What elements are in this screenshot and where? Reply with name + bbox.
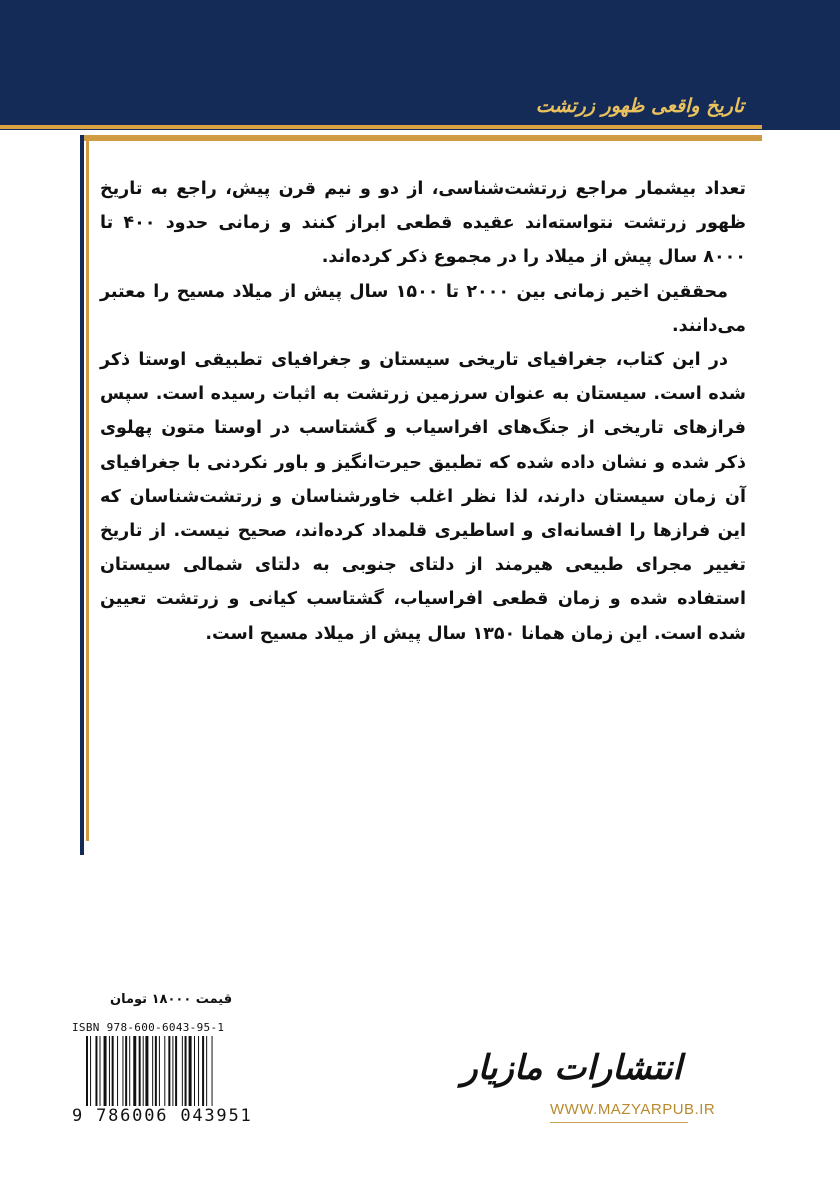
barcode-bar [86,1036,88,1106]
blurb-text [100,172,746,651]
barcode-bar [155,1036,157,1106]
barcode-bar [143,1036,144,1106]
barcode-bar [159,1036,160,1106]
publisher-url-rule [550,1122,688,1123]
barcode-bar [175,1036,177,1106]
barcode-bar [95,1036,97,1106]
publisher-logo: انتشارات مازیار [461,1048,682,1088]
barcode-bar [129,1036,130,1106]
barcode-icon [86,1036,252,1106]
price-label: قیمت ۱۸۰۰۰ تومان [110,992,233,1007]
barcode-digits: 9 786006 043951 [72,1106,253,1126]
book-title: تاریخ واقعی ظهور زرتشت [535,95,744,117]
barcode-bar [185,1036,187,1106]
frame-left-border [80,135,84,855]
barcode-bar [194,1036,195,1106]
paragraph-3: در این کتاب، جغرافیای تاریخی سیستان و جغرافیای تطبیقی اوستا ذکر شده است. سیستان به عنوان سرزمین زرتشت به اثبات رسیده است. سپس فرازهای تاریخی از جنگ‌های افراسیاب و گشتاسب در اوستا متون پهلوی ذکر شده و نشان داده شده که تطبیق حیرت‌انگیز و باور نکردنی با جغرافیای آن زمان سیستان دارند، لذا نظر اغلب خاورشناسان و زرتشت‌شناسان که این فرازها را افسانه‌ای و اساطیری قلمداد کرده‌اند، صحیح نیست. از تاریخ تغییر مجرای طبیعی هیرمند از دلتای جنوبی به دلتای شمالی سیستان استفاده شده و زمان قطعی افراسیاب، گشتاسب کیانی و زرتشت تعیین شده است. این زمان همانا ۱۳۵۰ سال پیش از میلاد مسیح است. [100,350,746,644]
barcode-bar [212,1036,213,1106]
barcode-bar [133,1036,136,1106]
barcode-bar [104,1036,107,1106]
barcode-bar [198,1036,199,1106]
barcode-bar [202,1036,204,1106]
barcode-bar [168,1036,170,1106]
paragraph-1: تعداد بیشمار مراجع زرتشت‌شناسی، از دو و نیم قرن پیش، راجع به تاریخ ظهور زرتشت نتواسته‌اند عقیده قطعی ابراز کنند و زمانی حدود ۴۰۰ تا ۸۰۰۰ سال پیش از میلاد را در مجموع ذکر کرده‌اند. [100,179,746,268]
barcode-bar [152,1036,153,1106]
barcode-bar [206,1036,207,1106]
barcode-bar [125,1036,127,1106]
barcode-bar [109,1036,110,1106]
barcode-bar [182,1036,183,1106]
barcode-bar [90,1036,91,1106]
frame-top-border [80,135,762,141]
barcode-bar [117,1036,118,1106]
barcode-bar [112,1036,114,1106]
title-rule [0,125,762,129]
frame-left-gold-border [86,141,89,841]
barcode-bar [145,1036,148,1106]
barcode-bar [122,1036,123,1106]
barcode-bar [189,1036,192,1106]
isbn-text: ISBN 978-600-6043-95-1 [72,1021,225,1034]
publisher-url: WWW.MAZYARPUB.IR [550,1101,716,1118]
paragraph-2: محققین اخیر زمانی بین ۲۰۰۰ تا ۱۵۰۰ سال پیش از میلاد مسیح را معتبر می‌دانند. [100,281,746,336]
barcode-bar [139,1036,141,1106]
barcode-bar [164,1036,165,1106]
barcode-bar [172,1036,173,1106]
barcode-bar [100,1036,101,1106]
